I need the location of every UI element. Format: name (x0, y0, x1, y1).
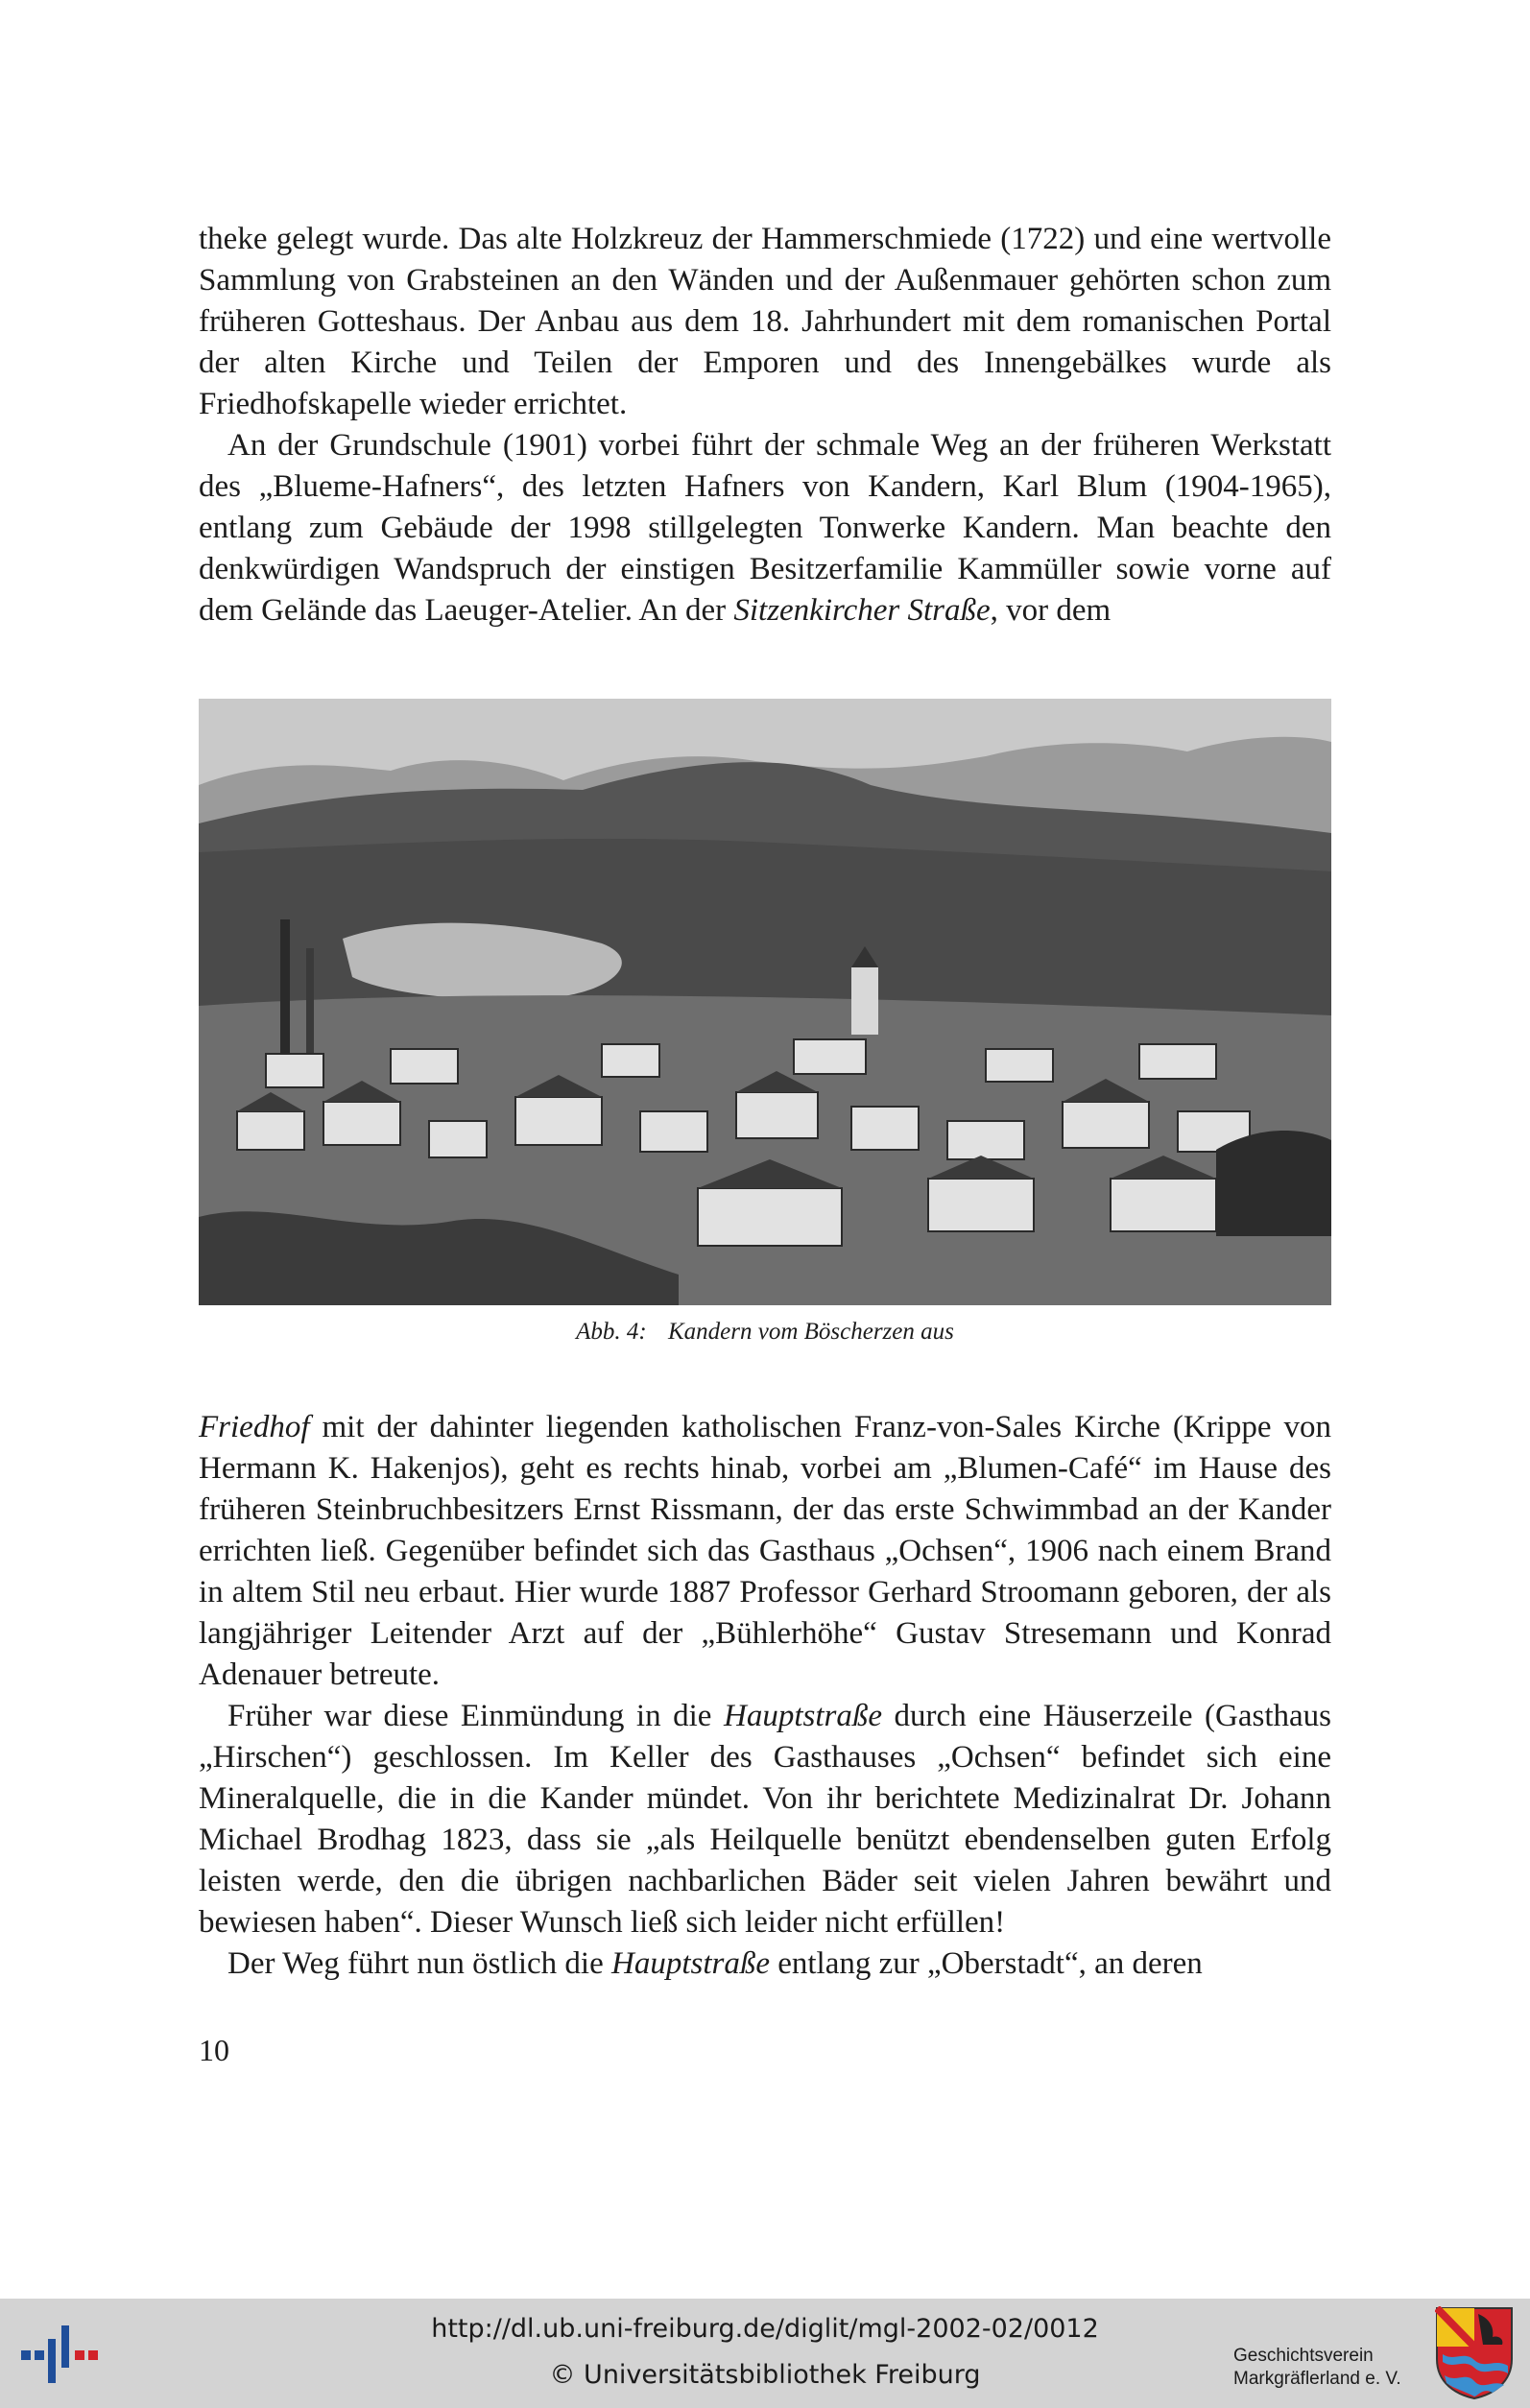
society-line1: Geschichtsverein (1233, 2346, 1374, 2366)
text-block-top (199, 219, 1331, 632)
figure-photo-kandern (199, 699, 1331, 1305)
footer-copyright: © Universitätsbibliothek Freiburg (549, 2360, 981, 2390)
footer-bar (0, 2299, 1530, 2408)
society-name (1233, 2345, 1401, 2391)
town-panorama-image (199, 699, 1331, 1305)
paragraph: Der Weg führt nun östlich die Hauptstraße entlang zur „Oberstadt“, an deren (227, 1946, 1203, 1981)
page-number: 10 (199, 2033, 229, 2067)
paragraph: theke gelegt wurde. Das alte Holzkreuz der Hammerschmiede (1722) und eine wertvolle Sammlung von Grabsteinen an den Wänden und der Außenmauer gehörten schon zum früheren Gotteshaus. Der Anbau aus dem 18. Jahrhundert mit dem romanischen Portal der alten Kirche und Teilen der Emporen und des Innengebälkes wurde als Friedhofskapelle wieder errichtet. (199, 222, 1331, 421)
footer-url[interactable]: http://dl.ub.uni-freiburg.de/diglit/mgl-2002-02/0012 (431, 2314, 1099, 2344)
figure-caption-text: Kandern vom Böscherzen aus (667, 1319, 954, 1345)
paragraph: An der Grundschule (1901) vorbei führt der schmale Weg an der früheren Werkstatt des „Blueme-Hafners“, des letzten Hafners von Kandern, Karl Blum (1904-1965), entlang zum Gebäude der 1998 stillgelegten Tonwerke Kandern. Man beachte den denkwürdigen Wandspruch der einstigen Besitzerfamilie Kammüller sowie vorne auf dem Gelände das Laeuger-Atelier. An der Sitzenkircher Straße, vor dem (199, 428, 1331, 628)
paragraph: Früher war diese Einmündung in die Hauptstraße durch eine Häuserzeile (Gasthaus „Hirschen“) geschlossen. Im Keller des Gasthauses „Ochsen“ befindet sich eine Mineralquelle, die in die Kander mündet. Von ihr berichtete Medizinalrat Dr. Johann Michael Brodhag 1823, dass sie „als Heilquelle benützt ebendenselben guten Erfolg leisten werde, den die übrigen nachbarlichen Bäder seit vielen Jahren bewährt und bewiesen haben“. Dieser Wunsch ließ sich leider nicht erfüllen! (199, 1699, 1331, 1940)
figure-caption (199, 1319, 1331, 1346)
society-line2: Markgräflerland e. V. (1233, 2369, 1401, 2389)
text-block-bottom (199, 1407, 1331, 1985)
coat-of-arms-icon (1435, 2306, 1514, 2400)
paragraph: Friedhof mit der dahinter liegenden katholischen Franz-von-Sales Kirche (Krippe von Hermann K. Hakenjos), geht es rechts hinab, vorbei am „Blumen-Café“ im Hause des früheren Steinbruchbesitzers Ernst Rissmann, der das erste Schwimmbad an der Kander errichten ließ. Gegenüber befindet sich das Gasthaus „Ochsen“, 1906 nach einem Brand in altem Stil neu erbaut. Hier wurde 1887 Professor Gerhard Stroomann geboren, der als langjähriger Leitender Arzt auf der „Bühlerhöhe“ Gustav Stresemann und Konrad Adenauer betreute. (199, 1410, 1331, 1692)
figure-label: Abb. 4: (576, 1319, 647, 1345)
